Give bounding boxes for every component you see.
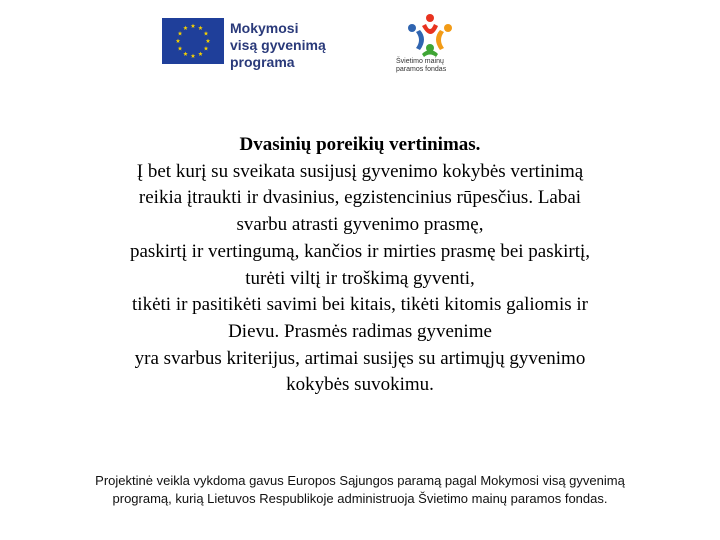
foundation-name (396, 58, 462, 74)
body-line: Dievu. Prasmės radimas gyvenime (228, 320, 492, 342)
footer-note (30, 472, 690, 508)
body-line: paskirtį ir vertingumą, kančios ir mirties prasmę bei paskirtį, (129, 240, 591, 262)
people-circle-icon (404, 12, 456, 58)
body-line: kokybės suvokimu. (286, 374, 434, 396)
body-line: yra svarbus kriterijus, artimai susijęs su artimųjų gyvenimo (134, 347, 586, 369)
eu-text-line: Mokymosi (230, 20, 299, 36)
eu-text-line: visą gyvenimą (230, 37, 326, 53)
body-line: Į bet kurį su sveikata susijusį gyvenimo kokybės vertinimą (136, 160, 584, 182)
footer-line: programą, kurią Lietuvos Respublikoje administruoja Švietimo mainų paramos fondas. (112, 491, 608, 506)
eu-programme-name (230, 20, 326, 71)
exchange-foundation-logo (396, 12, 462, 80)
eu-text-line: programa (230, 54, 295, 70)
header-logos (0, 12, 720, 82)
foundation-text-line: Švietimo mainų (396, 58, 444, 65)
main-text-block (40, 132, 680, 399)
eu-flag-icon (162, 18, 224, 64)
heading: Dvasinių poreikių vertinimas. (239, 134, 481, 155)
footer-line: Projektinė veikla vykdoma gavus Europos Sąjungos paramą pagal Mokymosi visą gyvenimą (95, 473, 625, 488)
body-line: reikia įtraukti ir dvasinius, egzistencinius rūpesčius. Labai (138, 187, 582, 209)
eu-lifelong-learning-logo (162, 18, 342, 78)
body-line: svarbu atrasti gyvenimo prasmę, (236, 214, 484, 236)
foundation-text-line: paramos fondas (396, 66, 447, 73)
body-line: tikėti ir pasitikėti savimi bei kitais, tikėti kitomis galiomis ir (132, 294, 588, 316)
body-line: turėti viltį ir troškimą gyventi, (245, 267, 475, 289)
